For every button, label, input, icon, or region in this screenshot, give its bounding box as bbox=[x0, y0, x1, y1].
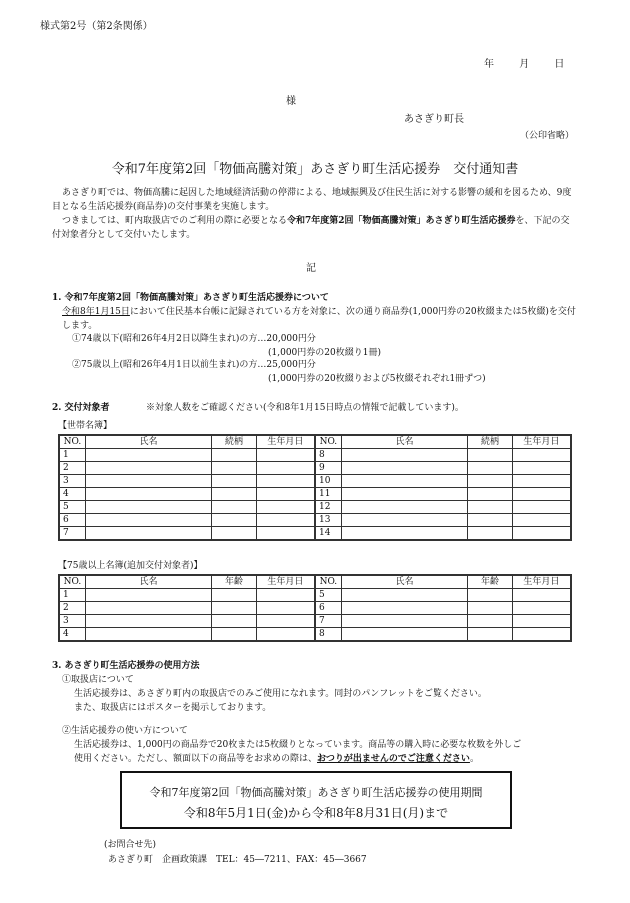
header-no: NO. bbox=[315, 435, 341, 449]
senior-table-header bbox=[59, 575, 571, 589]
header-age: 年齢 bbox=[468, 575, 513, 589]
table-row: 4 8 bbox=[59, 628, 571, 642]
intro-coupon-name: 令和7年度第2回「物価高騰対策」あさぎり町生活応援券 bbox=[287, 216, 516, 226]
section3-sub2-line2: 使用ください。ただし、額面以下の商品等をお求めの際は、おつりが出ませんのでご注意ください。 bbox=[74, 754, 479, 764]
section3-sub1: ①取扱店について bbox=[62, 675, 134, 685]
intro-paragraph-1: あさぎり町では、物価高騰に起因した地域経済活動の停滞による、地域振興及び住民生活に対する影響の緩和を図るため、9度目となる生活応援券(商品券)の交付事業を実施します。 bbox=[52, 188, 572, 212]
table-row: 5 12 bbox=[59, 501, 571, 514]
contact-info: あさぎり町 企画政策課 TEL：45―7211、FAX：45―3667 bbox=[108, 855, 367, 865]
table-row: 4 11 bbox=[59, 488, 571, 501]
usage-period-title: 令和7年度第2回「物価高騰対策」あさぎり町生活応援券の使用期間 bbox=[149, 786, 483, 799]
household-table-caption: 【世帯名簿】 bbox=[58, 421, 113, 431]
section1-item1: ①74歳以下(昭和26年4月2日以降生まれ)の方…20,000円分 bbox=[72, 334, 316, 344]
no-change-warning: おつりが出ませんのでご注意ください bbox=[317, 754, 470, 764]
header-name: 氏名 bbox=[341, 575, 467, 589]
table-row: 2 6 bbox=[59, 602, 571, 615]
usage-period-box bbox=[120, 771, 512, 829]
section1-heading: 1. 令和7年度第2回「物価高騰対策」あさぎり町生活応援券について bbox=[52, 293, 329, 303]
section3-sub2: ②生活応援券の使い方について bbox=[62, 726, 188, 736]
header-name: 氏名 bbox=[85, 435, 211, 449]
table-row: 3 10 bbox=[59, 475, 571, 488]
table-row: 2 9 bbox=[59, 462, 571, 475]
addressee: 様 bbox=[286, 96, 296, 107]
ki-mark: 記 bbox=[306, 263, 316, 274]
page-title: 令和7年度第2回「物価高騰対策」あさぎり町生活応援券 交付通知書 bbox=[111, 162, 519, 177]
table-row: 1 5 bbox=[59, 589, 571, 602]
header-birthdate: 生年月日 bbox=[512, 575, 571, 589]
senior-table bbox=[58, 574, 572, 642]
intro-paragraph-2: つきましては、町内取扱店でのご利用の際に必要となる令和7年度第2回「物価高騰対策」あさぎり町生活応援券を、下記の交付対象者分として交付いたします。 bbox=[52, 216, 570, 240]
table-row: 6 13 bbox=[59, 514, 571, 527]
senior-table-caption: 【75歳以上名簿(追加交付対象者)】 bbox=[58, 561, 203, 571]
date-month: 月 bbox=[519, 59, 530, 70]
header-birthdate: 生年月日 bbox=[256, 575, 315, 589]
section1-item2: ②75歳以上(昭和26年4月1日以前生まれ)の方…25,000円分 bbox=[72, 360, 316, 370]
seal-note: （公印省略） bbox=[520, 131, 575, 141]
table-row: 7 14 bbox=[59, 527, 571, 541]
header-relation: 続柄 bbox=[212, 435, 257, 449]
header-birthdate: 生年月日 bbox=[512, 435, 571, 449]
contact-label: (お問合せ先) bbox=[104, 840, 157, 850]
household-table bbox=[58, 434, 572, 541]
household-table-header bbox=[59, 435, 571, 449]
section3-heading: 3. あさぎり町生活応援券の使用方法 bbox=[52, 661, 200, 671]
section1-item2-note: (1,000円券の20枚綴りおよび5枚綴それぞれ1冊ずつ) bbox=[268, 374, 486, 384]
sender: あさぎり町長 bbox=[404, 114, 464, 125]
section3-sub2-line1: 生活応援券は、1,000円の商品券で20枚または5枚綴りとなっています。商品等の購入時に必要な枚数を外しご bbox=[74, 740, 522, 750]
section2-note: ※対象人数をご確認ください(令和8年1月15日時点の情報で記載しています)。 bbox=[146, 403, 464, 413]
header-birthdate: 生年月日 bbox=[256, 435, 315, 449]
header-no: NO. bbox=[315, 575, 341, 589]
section3-sub1-line1: 生活応援券は、あさぎり町内の取扱店でのみご使用になれます。同封のパンフレットをご覧ください。 bbox=[74, 689, 487, 699]
header-age: 年齢 bbox=[212, 575, 257, 589]
header-name: 氏名 bbox=[85, 575, 211, 589]
header-relation: 続柄 bbox=[468, 435, 513, 449]
header-no: NO. bbox=[59, 435, 85, 449]
date-year: 年 bbox=[484, 59, 494, 70]
section1-text: 令和8年1月15日において住民基本台帳に記録されている方を対象に、次の通り商品券(1,000円券の20枚綴または5枚綴)を交付します。 bbox=[62, 307, 576, 331]
form-number: 様式第2号（第2条関係） bbox=[40, 21, 153, 32]
date-line bbox=[484, 58, 594, 72]
usage-period-dates: 令和8年5月1日(金)から令和8年8月31日(月)まで bbox=[183, 806, 449, 820]
header-name: 氏名 bbox=[341, 435, 467, 449]
table-row: 3 7 bbox=[59, 615, 571, 628]
table-row: 1 8 bbox=[59, 449, 571, 462]
section1-item1-note: (1,000円券の20枚綴り1冊) bbox=[268, 348, 381, 358]
section3-sub1-line2: また、取扱店にはポスターを掲示しております。 bbox=[74, 703, 272, 713]
section2-heading: 2. 交付対象者 bbox=[52, 403, 110, 413]
header-no: NO. bbox=[59, 575, 85, 589]
date-day: 日 bbox=[554, 59, 565, 70]
